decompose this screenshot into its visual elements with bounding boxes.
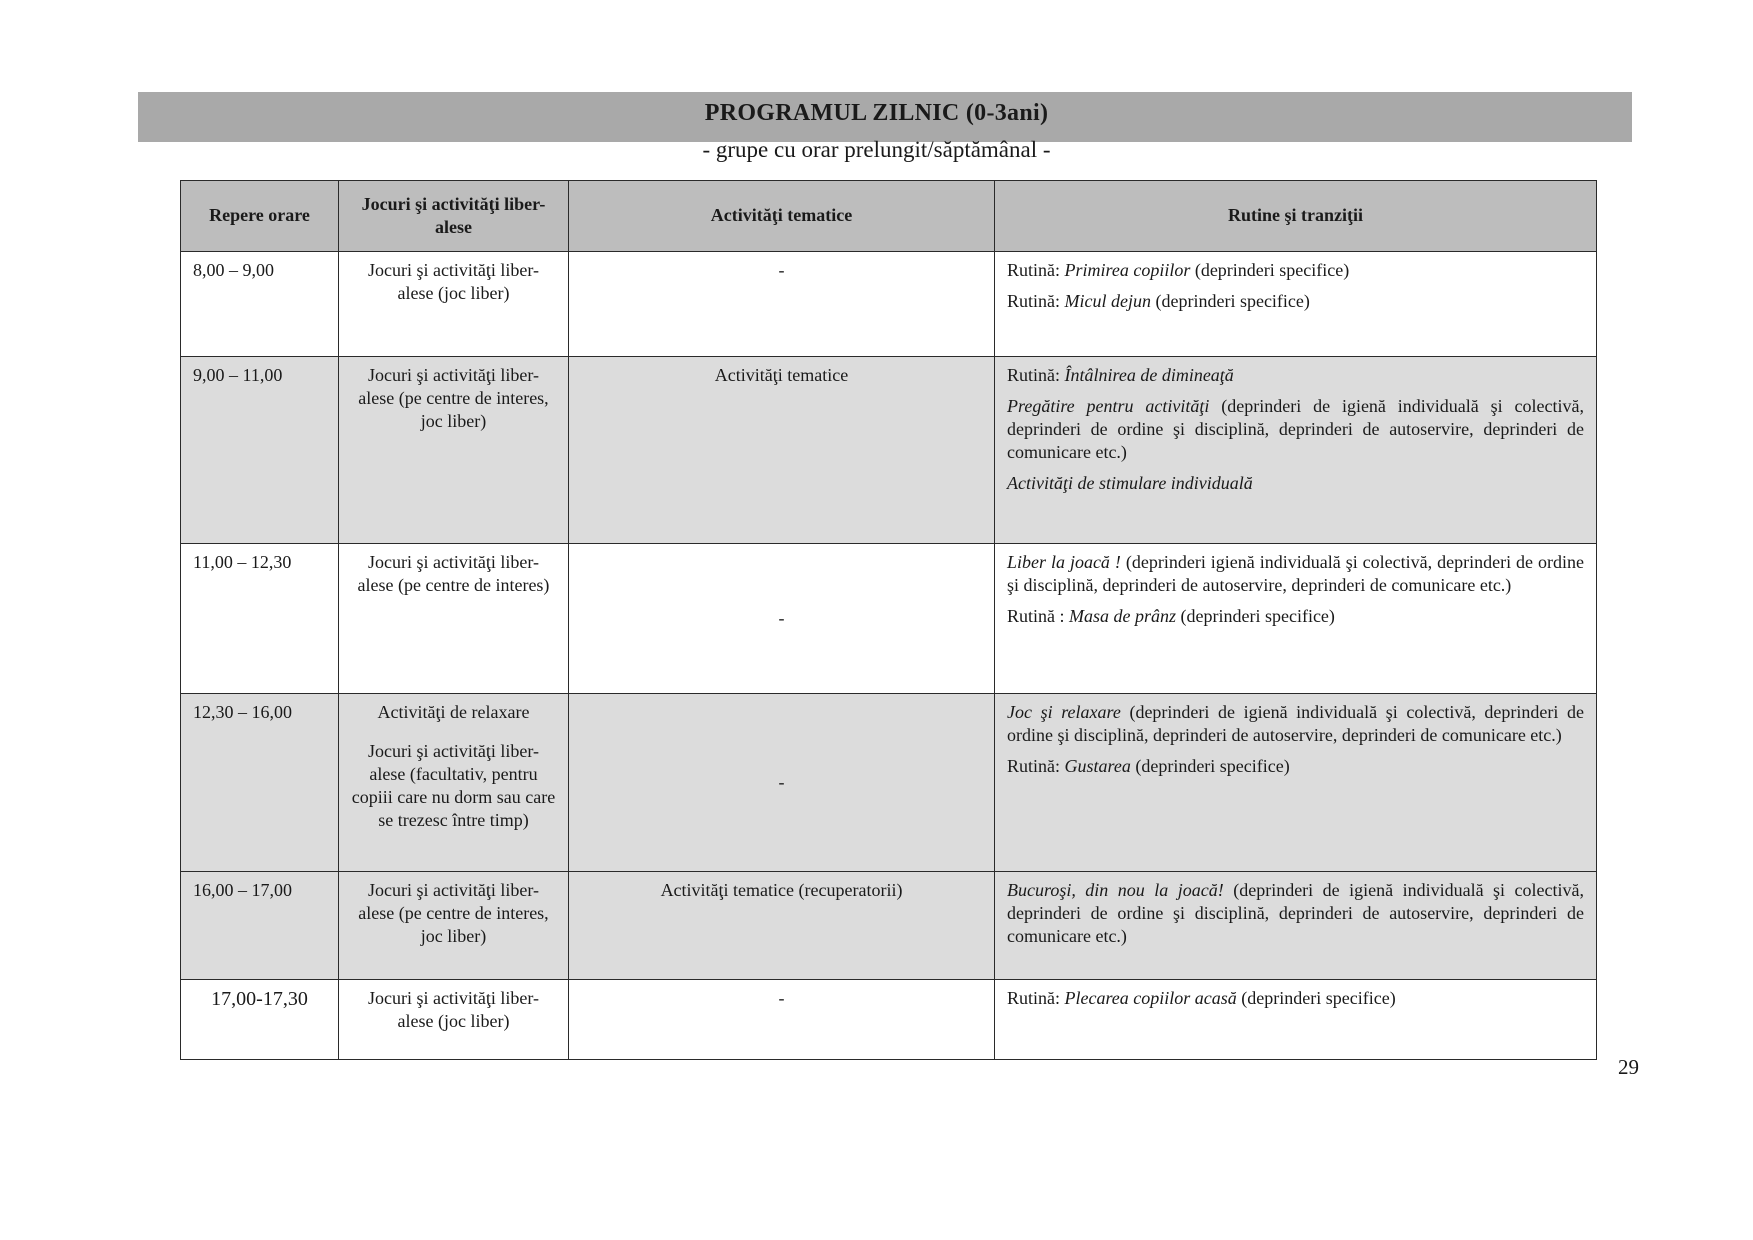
jocuri-text: Activităţi de relaxare	[377, 702, 530, 722]
jocuri-text: Jocuri şi activităţi liber-alese (joc liber)	[367, 988, 540, 1032]
jocuri-cell	[339, 357, 569, 544]
rutine-item: Bucuroşi, din nou la joacă! (deprinderi de igienă individuală şi colectivă, deprinderi de ordine şi disciplină, deprinderi de autoservire, deprinderi de comunicare etc.)	[1007, 880, 1584, 947]
page-subtitle: - grupe cu orar prelungit/săptămânal -	[702, 137, 1051, 162]
page-number: 29	[1618, 1055, 1639, 1079]
table-row	[181, 872, 1597, 980]
table-row	[181, 544, 1597, 694]
time-cell: 8,00 – 9,00	[181, 252, 339, 357]
tematice-cell: -	[569, 694, 995, 872]
table-row	[181, 357, 1597, 544]
table-row	[181, 980, 1597, 1060]
tematice-cell: Activităţi tematice (recuperatorii)	[569, 872, 995, 980]
rutine-item: Joc şi relaxare (deprinderi de igienă individuală şi colectivă, deprinderi de ordine şi disciplină, deprinderi de autoservire, deprinderi de comunicare etc.)	[1007, 702, 1584, 746]
tematice-cell: -	[569, 252, 995, 357]
jocuri-text: Jocuri şi activităţi liber-alese (facultativ, pentru copiii care nu dorm sau care se trezesc între timp)	[351, 741, 556, 831]
daily-program-table	[180, 180, 1597, 1060]
column-header-time: Repere orare	[181, 181, 339, 252]
column-header-rutine: Rutine şi tranziţii	[995, 181, 1597, 252]
rutine-cell	[995, 357, 1597, 544]
jocuri-cell	[339, 980, 569, 1060]
jocuri-text: Jocuri şi activităţi liber-alese (joc liber)	[367, 260, 540, 304]
rutine-item: Rutină: Primirea copiilor (deprinderi specifice)	[1007, 260, 1350, 280]
rutine-cell	[995, 252, 1597, 357]
table-row	[181, 252, 1597, 357]
rutine-item: Pregătire pentru activităţi (deprinderi de igienă individuală şi colectivă, deprinderi de ordine şi disciplină, deprinderi de autoservire, deprinderi de comunicare etc.)	[1007, 396, 1584, 463]
jocuri-cell	[339, 544, 569, 694]
jocuri-cell	[339, 252, 569, 357]
rutine-item: Rutină: Întâlnirea de dimineaţă	[1007, 365, 1234, 385]
jocuri-text: Jocuri şi activităţi liber-alese (pe centre de interes)	[357, 552, 550, 596]
jocuri-cell	[339, 694, 569, 872]
column-header-tematice: Activităţi tematice	[569, 181, 995, 252]
jocuri-text: Jocuri şi activităţi liber-alese (pe centre de interes, joc liber)	[358, 365, 549, 432]
tematice-cell: -	[569, 544, 995, 694]
rutine-cell	[995, 872, 1597, 980]
rutine-item: Liber la joacă ! (deprinderi igienă individuală şi colectivă, deprinderi de ordine şi disciplină, deprinderi de autoservire, deprinderi de comunicare etc.)	[1007, 552, 1584, 596]
rutine-item: Rutină: Plecarea copiilor acasă (deprinderi specifice)	[1007, 988, 1396, 1008]
time-cell: 17,00-17,30	[181, 980, 339, 1060]
jocuri-cell	[339, 872, 569, 980]
rutine-cell	[995, 544, 1597, 694]
column-header-jocuri: Jocuri şi activităţi liber-alese	[339, 181, 569, 252]
rutine-cell	[995, 980, 1597, 1060]
time-cell: 16,00 – 17,00	[181, 872, 339, 980]
page-title: PROGRAMUL ZILNIC (0-3ani)	[704, 100, 1049, 126]
tematice-cell: -	[569, 980, 995, 1060]
table-header-row	[181, 181, 1597, 252]
time-cell: 11,00 – 12,30	[181, 544, 339, 694]
rutine-item: Rutină: Micul dejun (deprinderi specifice)	[1007, 291, 1310, 312]
jocuri-text: Jocuri şi activităţi liber-alese (pe centre de interes, joc liber)	[358, 880, 549, 947]
tematice-cell: Activităţi tematice	[569, 357, 995, 544]
time-cell: 12,30 – 16,00	[181, 694, 339, 872]
rutine-item: Rutină : Masa de prânz (deprinderi specifice)	[1007, 606, 1335, 627]
time-cell: 9,00 – 11,00	[181, 357, 339, 544]
rutine-item: Activităţi de stimulare individuală	[1007, 473, 1253, 494]
table-row	[181, 694, 1597, 872]
rutine-item: Rutină: Gustarea (deprinderi specifice)	[1007, 756, 1290, 777]
rutine-cell	[995, 694, 1597, 872]
